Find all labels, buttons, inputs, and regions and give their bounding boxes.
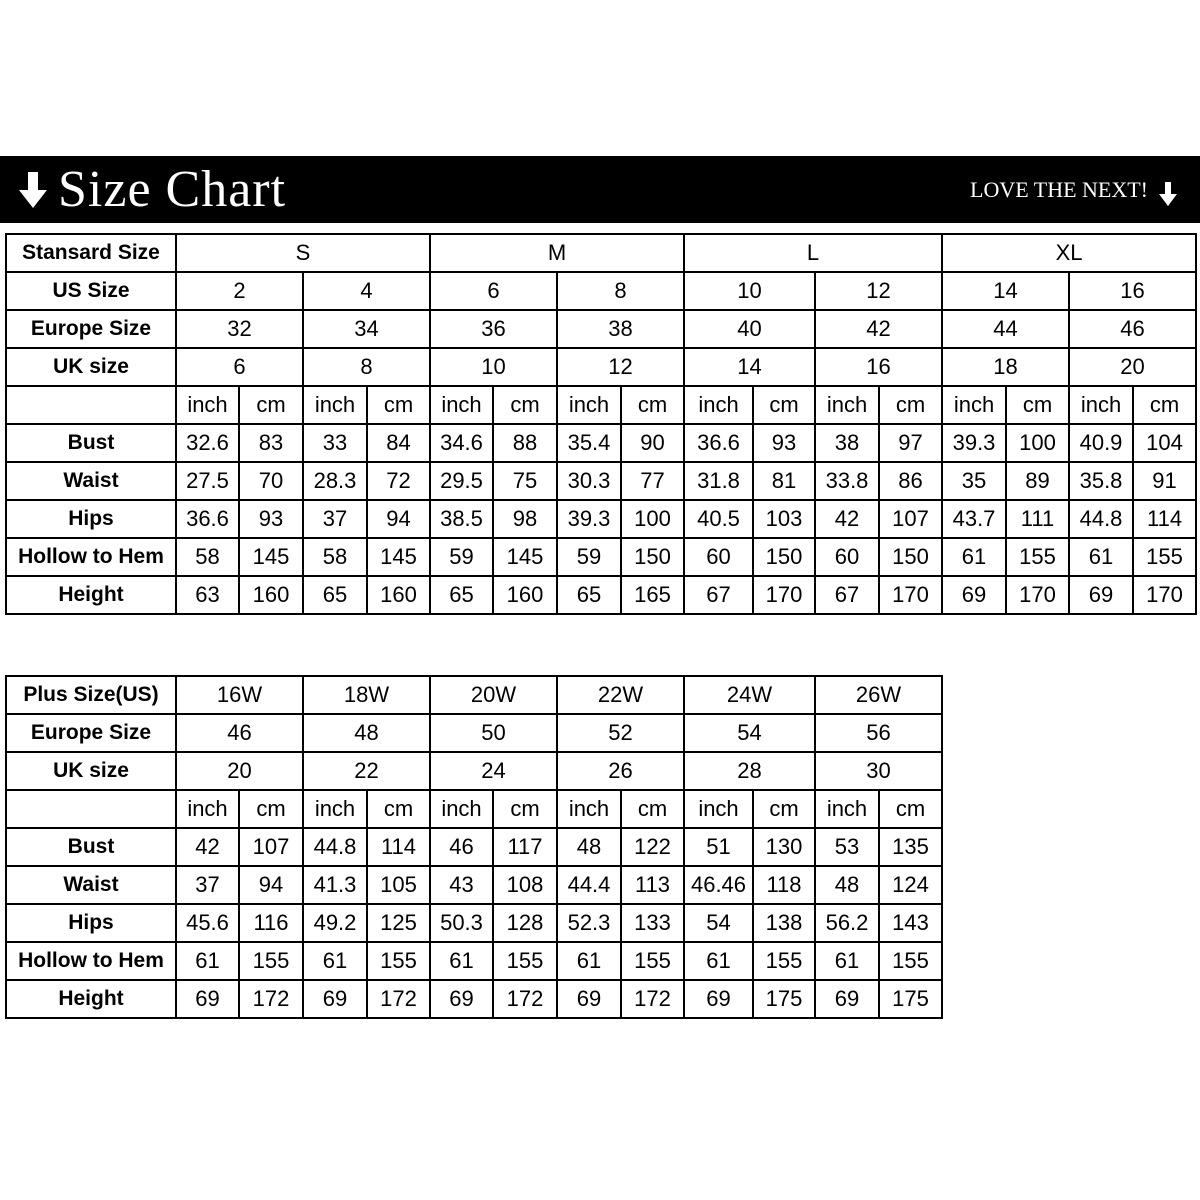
unit-cell: inch bbox=[815, 386, 879, 424]
table-cell: 155 bbox=[367, 942, 430, 980]
table-cell: 40.9 bbox=[1069, 424, 1133, 462]
table-cell: 56 bbox=[815, 714, 942, 752]
table-cell: 81 bbox=[753, 462, 815, 500]
table-cell: 24W bbox=[684, 676, 815, 714]
table-cell: 32 bbox=[176, 310, 303, 348]
arrow-down-icon bbox=[18, 170, 48, 210]
table-cell: 38 bbox=[557, 310, 684, 348]
table-cell: 83 bbox=[239, 424, 303, 462]
table-cell: 46.46 bbox=[684, 866, 753, 904]
row-header: Hips bbox=[6, 500, 176, 538]
table-cell: 30.3 bbox=[557, 462, 621, 500]
row-header: Height bbox=[6, 576, 176, 614]
table-cell: 48 bbox=[815, 866, 879, 904]
table-cell: 31.8 bbox=[684, 462, 753, 500]
table-cell: 172 bbox=[493, 980, 557, 1018]
table-cell: 49.2 bbox=[303, 904, 367, 942]
empty-area bbox=[942, 676, 1196, 828]
table-cell: 44.8 bbox=[1069, 500, 1133, 538]
europe-size-row bbox=[6, 310, 1196, 348]
table-cell: 6 bbox=[176, 348, 303, 386]
table-cell: 145 bbox=[239, 538, 303, 576]
table-cell: 22 bbox=[303, 752, 430, 790]
table-cell: 150 bbox=[879, 538, 942, 576]
table-cell: 170 bbox=[753, 576, 815, 614]
unit-cell: cm bbox=[1133, 386, 1196, 424]
unit-cell: cm bbox=[367, 790, 430, 828]
table-cell: 16W bbox=[176, 676, 303, 714]
table-cell: 145 bbox=[367, 538, 430, 576]
table-cell: 10 bbox=[684, 272, 815, 310]
uk-size-row bbox=[6, 348, 1196, 386]
table-cell: 113 bbox=[621, 866, 684, 904]
table-cell: 61 bbox=[815, 942, 879, 980]
table-cell: 27.5 bbox=[176, 462, 239, 500]
table-cell: 69 bbox=[1069, 576, 1133, 614]
table-cell: 160 bbox=[239, 576, 303, 614]
table-cell: 69 bbox=[557, 980, 621, 1018]
table-cell: 26W bbox=[815, 676, 942, 714]
measurement-row bbox=[6, 828, 1196, 866]
table-cell: 12 bbox=[815, 272, 942, 310]
table-cell: 39.3 bbox=[942, 424, 1006, 462]
table-cell: 88 bbox=[493, 424, 557, 462]
table-cell: 41.3 bbox=[303, 866, 367, 904]
table-cell: 67 bbox=[815, 576, 879, 614]
table-cell: 43.7 bbox=[942, 500, 1006, 538]
table-cell: 33.8 bbox=[815, 462, 879, 500]
table-cell: 42 bbox=[815, 310, 942, 348]
unit-cell: inch bbox=[557, 386, 621, 424]
table-cell: 35 bbox=[942, 462, 1006, 500]
table-cell: 69 bbox=[684, 980, 753, 1018]
unit-cell: inch bbox=[176, 790, 239, 828]
table-cell: 50.3 bbox=[430, 904, 493, 942]
table-cell: 44 bbox=[942, 310, 1069, 348]
table-cell: 69 bbox=[176, 980, 239, 1018]
standard-size-table bbox=[5, 233, 1197, 615]
table-cell: 160 bbox=[367, 576, 430, 614]
table-cell: 16 bbox=[1069, 272, 1196, 310]
table-cell: 93 bbox=[239, 500, 303, 538]
table-cell: 155 bbox=[1006, 538, 1069, 576]
unit-cell: cm bbox=[753, 386, 815, 424]
unit-cell: cm bbox=[879, 790, 942, 828]
table-cell: 61 bbox=[684, 942, 753, 980]
size-group-row bbox=[6, 234, 1196, 272]
table-cell: 70 bbox=[239, 462, 303, 500]
measurement-row bbox=[6, 538, 1196, 576]
table-cell: 46 bbox=[430, 828, 493, 866]
size-chart-banner bbox=[0, 156, 1200, 223]
unit-cell: inch bbox=[430, 790, 493, 828]
table-cell: 59 bbox=[430, 538, 493, 576]
table-cell: 90 bbox=[621, 424, 684, 462]
measurement-row bbox=[6, 942, 1196, 980]
table-cell: 172 bbox=[239, 980, 303, 1018]
measurement-row bbox=[6, 424, 1196, 462]
table-cell: 93 bbox=[753, 424, 815, 462]
table-cell: 38.5 bbox=[430, 500, 493, 538]
table-cell: 30 bbox=[815, 752, 942, 790]
table-cell: 155 bbox=[1133, 538, 1196, 576]
table-cell: 12 bbox=[557, 348, 684, 386]
table-cell: 54 bbox=[684, 714, 815, 752]
table-cell: 175 bbox=[879, 980, 942, 1018]
table-cell: 16 bbox=[815, 348, 942, 386]
table-cell: 100 bbox=[621, 500, 684, 538]
table-cell: 105 bbox=[367, 866, 430, 904]
table-cell: 86 bbox=[879, 462, 942, 500]
table-cell: 28 bbox=[684, 752, 815, 790]
table-cell: 108 bbox=[493, 866, 557, 904]
table-cell: 8 bbox=[303, 348, 430, 386]
unit-cell: cm bbox=[367, 386, 430, 424]
table-cell: 114 bbox=[1133, 500, 1196, 538]
table-cell: 4 bbox=[303, 272, 430, 310]
table-cell: 104 bbox=[1133, 424, 1196, 462]
table-cell: 172 bbox=[367, 980, 430, 1018]
table-cell: 6 bbox=[430, 272, 557, 310]
table-cell: 138 bbox=[753, 904, 815, 942]
table-cell: 45.6 bbox=[176, 904, 239, 942]
table-cell: 100 bbox=[1006, 424, 1069, 462]
unit-row bbox=[6, 386, 1196, 424]
row-header: Europe Size bbox=[6, 714, 176, 752]
table-cell: 65 bbox=[303, 576, 367, 614]
table-cell: 40 bbox=[684, 310, 815, 348]
table-cell: 52.3 bbox=[557, 904, 621, 942]
table-cell: 38 bbox=[815, 424, 879, 462]
table-cell: 65 bbox=[430, 576, 493, 614]
table-cell: 40.5 bbox=[684, 500, 753, 538]
table-cell: 22W bbox=[557, 676, 684, 714]
table-cell: 34 bbox=[303, 310, 430, 348]
plus-size-row bbox=[6, 676, 1196, 714]
unit-cell: inch bbox=[684, 790, 753, 828]
measurement-row bbox=[6, 576, 1196, 614]
table-cell: 128 bbox=[493, 904, 557, 942]
table-cell: 69 bbox=[303, 980, 367, 1018]
table-cell: 36 bbox=[430, 310, 557, 348]
unit-cell: inch bbox=[815, 790, 879, 828]
table-cell: 91 bbox=[1133, 462, 1196, 500]
table-cell: 160 bbox=[493, 576, 557, 614]
table-cell: 150 bbox=[621, 538, 684, 576]
table-cell: 10 bbox=[430, 348, 557, 386]
table-cell: 42 bbox=[815, 500, 879, 538]
table-cell: 52 bbox=[557, 714, 684, 752]
unit-cell: inch bbox=[942, 386, 1006, 424]
table-cell: 97 bbox=[879, 424, 942, 462]
table-cell: 111 bbox=[1006, 500, 1069, 538]
table-cell: 42 bbox=[176, 828, 239, 866]
table-cell: 43 bbox=[430, 866, 493, 904]
table-cell: 155 bbox=[621, 942, 684, 980]
table-cell: 72 bbox=[367, 462, 430, 500]
unit-cell: cm bbox=[493, 386, 557, 424]
table-cell: 65 bbox=[557, 576, 621, 614]
table-cell: 61 bbox=[430, 942, 493, 980]
table-cell: 67 bbox=[684, 576, 753, 614]
table-cell: 20 bbox=[1069, 348, 1196, 386]
table-cell: 94 bbox=[239, 866, 303, 904]
table-cell: 59 bbox=[557, 538, 621, 576]
table-cell: 61 bbox=[303, 942, 367, 980]
row-header: Hollow to Hem bbox=[6, 942, 176, 980]
unit-cell: inch bbox=[176, 386, 239, 424]
table-cell: 56.2 bbox=[815, 904, 879, 942]
table-cell: 118 bbox=[753, 866, 815, 904]
table-cell: 116 bbox=[239, 904, 303, 942]
row-header: Hips bbox=[6, 904, 176, 942]
table-cell: 14 bbox=[942, 272, 1069, 310]
empty-cell bbox=[6, 790, 176, 828]
row-header: Bust bbox=[6, 828, 176, 866]
table-cell: 20 bbox=[176, 752, 303, 790]
table-cell: 98 bbox=[493, 500, 557, 538]
table-cell: 51 bbox=[684, 828, 753, 866]
measurement-row bbox=[6, 462, 1196, 500]
table-cell: 117 bbox=[493, 828, 557, 866]
table-cell: 61 bbox=[1069, 538, 1133, 576]
table-cell: 165 bbox=[621, 576, 684, 614]
table-cell: 48 bbox=[557, 828, 621, 866]
table-cell: 46 bbox=[176, 714, 303, 752]
table-cell: 155 bbox=[753, 942, 815, 980]
table-cell: 89 bbox=[1006, 462, 1069, 500]
unit-cell: inch bbox=[557, 790, 621, 828]
table-cell: 2 bbox=[176, 272, 303, 310]
table-cell: 155 bbox=[493, 942, 557, 980]
table-cell: 39.3 bbox=[557, 500, 621, 538]
unit-cell: inch bbox=[1069, 386, 1133, 424]
table-cell: 155 bbox=[239, 942, 303, 980]
table-cell: 114 bbox=[367, 828, 430, 866]
table-cell: 36.6 bbox=[176, 500, 239, 538]
table-cell: 44.8 bbox=[303, 828, 367, 866]
table-cell: 20W bbox=[430, 676, 557, 714]
measurement-row bbox=[6, 866, 1196, 904]
table-cell: 124 bbox=[879, 866, 942, 904]
table-cell: 28.3 bbox=[303, 462, 367, 500]
table-cell: 54 bbox=[684, 904, 753, 942]
row-header: Stansard Size bbox=[6, 234, 176, 272]
table-cell: 170 bbox=[879, 576, 942, 614]
table-cell: 143 bbox=[879, 904, 942, 942]
row-header: Europe Size bbox=[6, 310, 176, 348]
table-cell: 125 bbox=[367, 904, 430, 942]
table-cell: 69 bbox=[815, 980, 879, 1018]
table-cell: 58 bbox=[303, 538, 367, 576]
table-cell: 18 bbox=[942, 348, 1069, 386]
measurement-row bbox=[6, 500, 1196, 538]
unit-cell: cm bbox=[493, 790, 557, 828]
table-cell: 60 bbox=[684, 538, 753, 576]
row-header: UK size bbox=[6, 752, 176, 790]
unit-cell: cm bbox=[239, 790, 303, 828]
size-group-cell: S bbox=[176, 234, 430, 272]
row-header: Waist bbox=[6, 866, 176, 904]
table-cell: 77 bbox=[621, 462, 684, 500]
table-cell: 37 bbox=[176, 866, 239, 904]
table-cell: 36.6 bbox=[684, 424, 753, 462]
table-cell: 24 bbox=[430, 752, 557, 790]
table-cell: 61 bbox=[176, 942, 239, 980]
row-header: Height bbox=[6, 980, 176, 1018]
table-cell: 155 bbox=[879, 942, 942, 980]
table-cell: 26 bbox=[557, 752, 684, 790]
size-group-cell: XL bbox=[942, 234, 1196, 272]
table-cell: 33 bbox=[303, 424, 367, 462]
table-cell: 44.4 bbox=[557, 866, 621, 904]
table-cell: 122 bbox=[621, 828, 684, 866]
table-cell: 175 bbox=[753, 980, 815, 1018]
unit-cell: inch bbox=[430, 386, 493, 424]
table-cell: 60 bbox=[815, 538, 879, 576]
table-cell: 61 bbox=[557, 942, 621, 980]
table-cell: 69 bbox=[430, 980, 493, 1018]
row-header: Hollow to Hem bbox=[6, 538, 176, 576]
table-cell: 107 bbox=[879, 500, 942, 538]
table-cell: 32.6 bbox=[176, 424, 239, 462]
page-title: Size Chart bbox=[58, 161, 287, 218]
table-cell: 14 bbox=[684, 348, 815, 386]
table-cell: 135 bbox=[879, 828, 942, 866]
row-header: UK size bbox=[6, 348, 176, 386]
table-cell: 69 bbox=[942, 576, 1006, 614]
measurement-row bbox=[6, 904, 1196, 942]
table-cell: 84 bbox=[367, 424, 430, 462]
table-cell: 18W bbox=[303, 676, 430, 714]
table-cell: 133 bbox=[621, 904, 684, 942]
table-cell: 8 bbox=[557, 272, 684, 310]
table-cell: 50 bbox=[430, 714, 557, 752]
unit-cell: inch bbox=[303, 790, 367, 828]
slogan: LOVE THE NEXT! bbox=[970, 177, 1148, 202]
unit-cell: cm bbox=[621, 790, 684, 828]
table-cell: 103 bbox=[753, 500, 815, 538]
unit-cell: cm bbox=[879, 386, 942, 424]
table-cell: 107 bbox=[239, 828, 303, 866]
unit-cell: cm bbox=[1006, 386, 1069, 424]
table-cell: 53 bbox=[815, 828, 879, 866]
table-cell: 170 bbox=[1006, 576, 1069, 614]
row-header: Waist bbox=[6, 462, 176, 500]
table-cell: 58 bbox=[176, 538, 239, 576]
unit-cell: cm bbox=[239, 386, 303, 424]
table-cell: 130 bbox=[753, 828, 815, 866]
table-cell: 29.5 bbox=[430, 462, 493, 500]
size-group-cell: M bbox=[430, 234, 684, 272]
row-header: US Size bbox=[6, 272, 176, 310]
row-header: Bust bbox=[6, 424, 176, 462]
table-cell: 48 bbox=[303, 714, 430, 752]
table-cell: 94 bbox=[367, 500, 430, 538]
size-group-cell: L bbox=[684, 234, 942, 272]
plus-size-table bbox=[5, 675, 1196, 1019]
table-cell: 172 bbox=[621, 980, 684, 1018]
table-cell: 145 bbox=[493, 538, 557, 576]
table-cell: 150 bbox=[753, 538, 815, 576]
table-cell: 35.4 bbox=[557, 424, 621, 462]
unit-cell: inch bbox=[684, 386, 753, 424]
row-header: Plus Size(US) bbox=[6, 676, 176, 714]
arrow-down-icon bbox=[1158, 181, 1178, 207]
table-cell: 63 bbox=[176, 576, 239, 614]
unit-cell: inch bbox=[303, 386, 367, 424]
table-cell: 75 bbox=[493, 462, 557, 500]
table-cell: 61 bbox=[942, 538, 1006, 576]
us-size-row bbox=[6, 272, 1196, 310]
table-cell: 46 bbox=[1069, 310, 1196, 348]
measurement-row bbox=[6, 980, 1196, 1018]
unit-cell: cm bbox=[621, 386, 684, 424]
table-cell: 170 bbox=[1133, 576, 1196, 614]
table-cell: 35.8 bbox=[1069, 462, 1133, 500]
unit-cell: cm bbox=[753, 790, 815, 828]
table-cell: 34.6 bbox=[430, 424, 493, 462]
table-cell: 37 bbox=[303, 500, 367, 538]
empty-cell bbox=[6, 386, 176, 424]
